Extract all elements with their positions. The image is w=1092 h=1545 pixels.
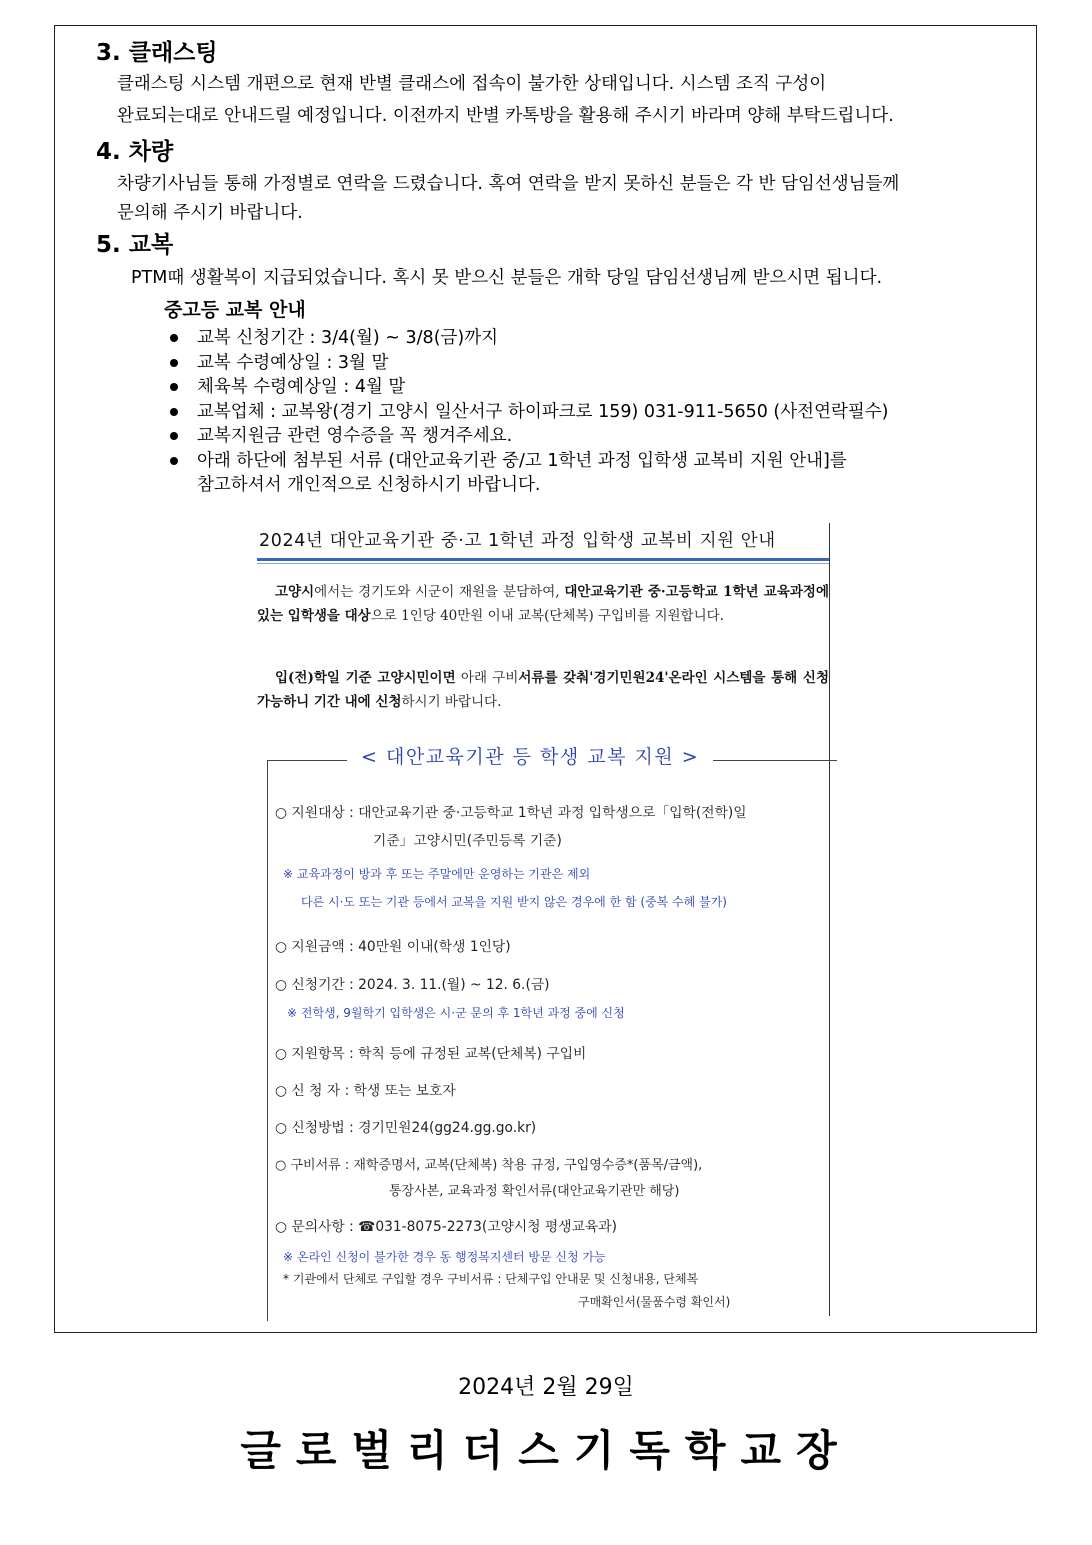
contact-row: ○ 문의사항 : ☎031-8075-2273(고양시청 평생교육과)	[275, 1219, 617, 1235]
list-item: 교복업체 : 교복왕(경기 고양시 일산서구 하이파크로 159) 031-911-5650 (사전연락필수)	[168, 400, 889, 425]
bullet-dot-icon	[170, 457, 178, 465]
list-item: 교복 수령예상일 : 3월 말	[168, 351, 889, 376]
contact-note: ※ 온라인 신청이 불가한 경우 동 행정복지센터 방문 신청 가능	[283, 1250, 606, 1264]
uniform-subtitle: 중고등 교복 안내	[164, 299, 306, 321]
uniform-bullet-list	[168, 326, 889, 498]
amount-row: ○ 지원금액 : 40만원 이내(학생 1인당)	[275, 939, 511, 955]
bullet-dot-icon	[170, 432, 178, 440]
target-note-1: ※ 교육과정이 방과 후 또는 주말에만 운영하는 기관은 제외	[283, 867, 591, 881]
target-note-2: 다른 시·도 또는 기관 등에서 교복을 지원 받지 않은 경우에 한 함 (중복 수혜 불가)	[301, 895, 727, 909]
support-notice-image	[253, 523, 830, 1316]
group-note-1: * 기관에서 단체로 구입할 경우 구비서류 : 단체구입 안내문 및 신청내용, 단체복	[283, 1272, 699, 1286]
notice-intro-1: 고양시에서는 경기도와 시군이 재원을 분담하여, 대안교육기관 중·고등학교 1학년 교육과정에 있는 입학생을 대상으로 1인당 40만원 이내 교복(단체복) 구입비를 지원합니다.	[257, 584, 829, 624]
section-title-vehicle: 4. 차량	[96, 139, 174, 165]
issue-date: 2024년 2월 29일	[458, 1375, 634, 1400]
section-body-vehicle-line2: 문의해 주시기 바랍니다.	[117, 203, 303, 223]
period-note: ※ 전학생, 9월학기 입학생은 시·군 문의 후 1학년 과정 중에 신청	[287, 1006, 625, 1020]
list-item: 아래 하단에 첨부된 서류 (대안교육기관 중/고 1학년 과정 입학생 교복비 지원 안내]를 참고하셔서 개인적으로 신청하시기 바랍니다.	[168, 449, 889, 498]
target-row-line2: 기준」고양시민(주민등록 기준)	[373, 833, 562, 849]
notice-title: 2024년 대안교육기관 중·고 1학년 과정 입학생 교복비 지원 안내	[259, 531, 776, 551]
docs-row-line2: 통장사본, 교육과정 확인서류(대안교육기관만 해당)	[389, 1184, 680, 1199]
bullet-dot-icon	[170, 408, 178, 416]
section-title-uniform: 5. 교복	[96, 232, 174, 258]
bullet-dot-icon	[170, 359, 178, 367]
group-note-2: 구매확인서(물품수령 확인서)	[578, 1295, 731, 1309]
section-body-vehicle-line1: 차량기사님들 통해 가정별로 연락을 드렸습니다. 혹여 연락을 받지 못하신 분들은 각 반 담임선생님들께	[117, 174, 900, 194]
list-item: 교복 신청기간 : 3/4(월) ~ 3/8(금)까지	[168, 326, 889, 351]
bullet-dot-icon	[170, 383, 178, 391]
support-box-title: < 대안교육기관 등 학생 교복 지원 >	[347, 742, 713, 769]
item-row: ○ 지원항목 : 학칙 등에 규정된 교복(단체복) 구입비	[275, 1046, 587, 1062]
applicant-row: ○ 신 청 자 : 학생 또는 보호자	[275, 1083, 456, 1099]
list-item: 체육복 수령예상일 : 4월 말	[168, 375, 889, 400]
method-row: ○ 신청방법 : 경기민원24(gg24.gg.go.kr)	[275, 1120, 537, 1136]
notice-title-rule	[257, 558, 829, 561]
list-item: 교복지원금 관련 영수증을 꼭 챙겨주세요.	[168, 424, 889, 449]
notice-intro-2: 입(전)학일 기준 고양시민이면 아래 구비서류를 갖춰'경기민원24'온라인 시스템을 통해 신청 가능하니 기간 내에 신청하시기 바랍니다.	[257, 670, 829, 710]
docs-row: ○ 구비서류 : 재학증명서, 교복(단체복) 착용 규정, 구입영수증*(품목/금액),	[275, 1158, 703, 1173]
section-body-classting-line1: 클래스팅 시스템 개편으로 현재 반별 클래스에 접속이 불가한 상태입니다. 시스템 조직 구성이	[117, 74, 827, 94]
section-title-classting: 3. 클래스팅	[96, 40, 218, 66]
section-body-classting-line2: 완료되는대로 안내드릴 예정입니다. 이전까지 반별 카톡방을 활용해 주시기 바라며 양해 부탁드립니다.	[117, 106, 894, 126]
school-signature: 글로벌리더스기독학교장	[240, 1426, 852, 1475]
notice-title-rule-thin	[257, 563, 829, 564]
bullet-dot-icon	[170, 334, 178, 342]
period-row: ○ 신청기간 : 2024. 3. 11.(월) ~ 12. 6.(금)	[275, 977, 550, 993]
target-row: ○ 지원대상 : 대안교육기관 중·고등학교 1학년 과정 입학생으로「입학(전학)일	[275, 805, 747, 821]
section-body-uniform-line1: PTM때 생활복이 지급되었습니다. 혹시 못 받으신 분들은 개학 당일 담임선생님께 받으시면 됩니다.	[131, 268, 883, 288]
